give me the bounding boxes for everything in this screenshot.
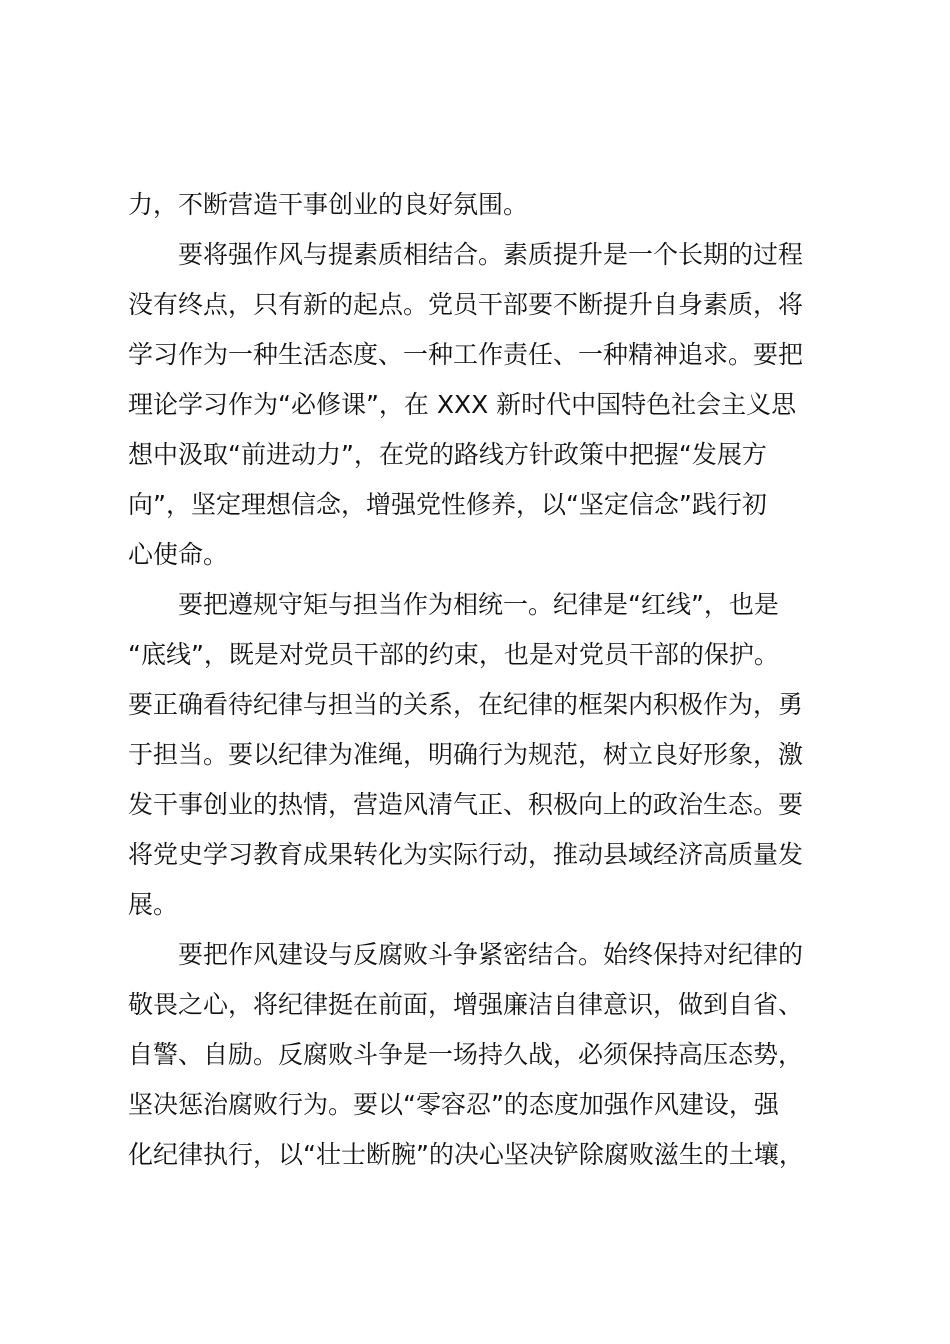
text-line: 发干事创业的热情，营造风清气正、积极向上的政治生态。要 <box>128 790 804 819</box>
text-line: 要正确看待纪律与担当的关系，在纪律的框架内积极作为，勇 <box>128 690 804 719</box>
text-line: 坚决惩治腐败行为。要以“零容忍”的态度加强作风建设，强 <box>128 1090 779 1119</box>
text-line: 展。 <box>128 890 179 919</box>
text-line: 化纪律执行，以“壮士断腕”的决心坚决铲除腐败滋生的土壤， <box>128 1140 804 1169</box>
text-line: 向”，坚定理想信念，增强党性修养，以“坚定信念”践行初 <box>128 490 767 519</box>
paragraph-first-line: 要把遵规守矩与担当作为相统一。纪律是“红线”，也是 <box>178 590 779 619</box>
text-line: 没有终点，只有新的起点。党员干部要不断提升自身素质，将 <box>128 290 804 319</box>
text-line: 将党史学习教育成果转化为实际行动，推动县域经济高质量发 <box>128 840 804 869</box>
text-line: 心使命。 <box>128 540 229 569</box>
text-line: 力，不断营造干事创业的良好氛围。 <box>128 190 529 219</box>
text-line: 理论学习作为“必修课”，在 XXX 新时代中国特色社会主义思 <box>128 390 797 419</box>
text-line: 敬畏之心，将纪律挺在前面，增强廉洁自律意识，做到自省、 <box>128 990 804 1019</box>
text-line: 于担当。要以纪律为准绳，明确行为规范，树立良好形象，激 <box>128 740 804 769</box>
text-line: 学习作为一种生活态度、一种工作责任、一种精神追求。要把 <box>128 340 804 369</box>
paragraph-first-line: 要将强作风与提素质相结合。素质提升是一个长期的过程 <box>178 240 804 269</box>
text-line: 想中汲取“前进动力”，在党的路线方针政策中把握“发展方 <box>128 440 767 469</box>
text-line: “底线”，既是对党员干部的约束，也是对党员干部的保护。 <box>128 640 779 669</box>
text-line: 自警、自励。反腐败斗争是一场持久战，必须保持高压态势， <box>128 1040 804 1069</box>
paragraph-first-line: 要把作风建设与反腐败斗争紧密结合。始终保持对纪律的 <box>178 940 804 969</box>
document-body <box>128 180 848 1180</box>
